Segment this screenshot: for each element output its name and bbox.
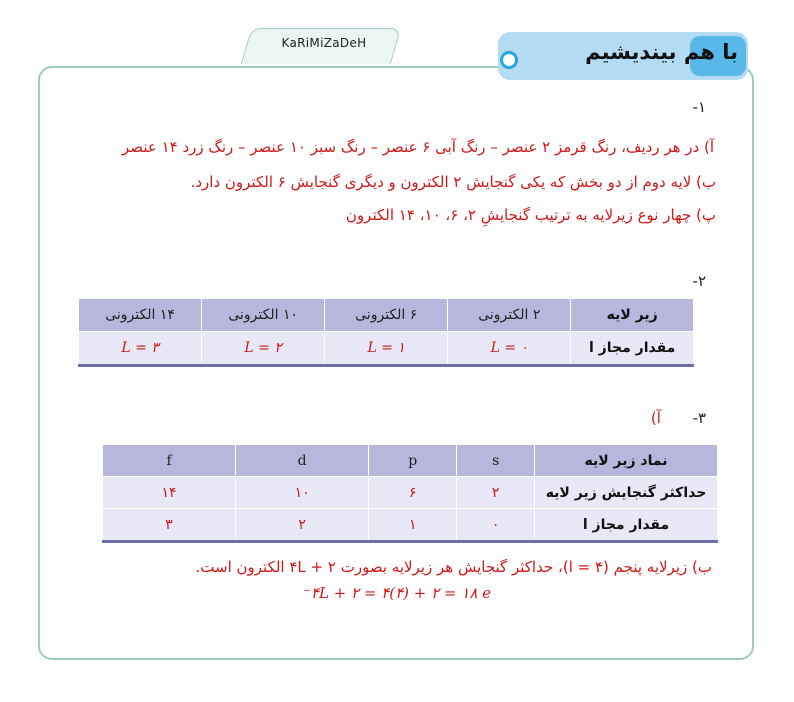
formula: ۴L + ۲ = ۴(۴) + ۲ = ۱۸ e⁻ <box>302 584 492 602</box>
table-cell: ۱۴ <box>103 477 236 509</box>
table-cell: ۶ <box>369 477 457 509</box>
table-header-cell: ۱۰ الکترونی <box>202 299 325 332</box>
table-header-cell: ۶ الکترونی <box>325 299 448 332</box>
table-row <box>103 477 718 509</box>
question-3-label: ۳- <box>692 409 706 427</box>
table-header-cell: d <box>236 445 369 477</box>
question-2-number: ۲- <box>692 272 706 290</box>
answer-1b: ب) لایه دوم از دو بخش که یکی گنجایش ۲ الکترون و دیگری گنجایش ۶ الکترون دارد. <box>190 173 716 191</box>
brand-label: KaRiMiZaDeH <box>281 36 367 50</box>
table-cell: L = ۰ <box>448 332 571 366</box>
question-1-number: ۱- <box>692 98 706 116</box>
table-cell: ۱۰ <box>236 477 369 509</box>
section-title: با هم بیندیشیم <box>585 40 738 64</box>
table-cell: ۱ <box>369 509 457 542</box>
answer-1c: پ) چهار نوع زیرلایه به ترتیب گنجایشِ ۲، ۶، ۱۰، ۱۴ الکترون <box>345 206 716 224</box>
table-header-cell: زیر لایه <box>571 299 694 332</box>
table-header-cell: ۲ الکترونی <box>448 299 571 332</box>
table-header-cell: ۱۴ الکترونی <box>79 299 202 332</box>
table-cell: L = ۳ <box>79 332 202 366</box>
table-header-cell: p <box>369 445 457 477</box>
table-cell: ۲ <box>236 509 369 542</box>
table-header-cell: s <box>457 445 535 477</box>
table-row <box>103 509 718 542</box>
circle-bullet-icon <box>500 51 518 69</box>
row-label: حداکثر گنجایش زیر لایه <box>535 477 718 509</box>
table-row <box>79 332 694 366</box>
table-cell: ۲ <box>457 477 535 509</box>
question-3-number <box>651 409 706 427</box>
table-cell: ۰ <box>457 509 535 542</box>
sublayer-table-2 <box>102 444 718 543</box>
row-label: مقدار مجاز l <box>535 509 718 542</box>
table-header-cell: f <box>103 445 236 477</box>
sublayer-table-1 <box>78 298 694 367</box>
table-header-row <box>103 445 718 477</box>
answer-1a: آ) در هر ردیف، رنگ قرمز ۲ عنصر – رنگ آبی ۶ عنصر – رنگ سبز ۱۰ عنصر – رنگ زرد ۱۴ عنصر <box>122 138 714 156</box>
table-cell: ۳ <box>103 509 236 542</box>
answer-3b: ب) زیرلایه پنجم (l = ۴)، حداکثر گنجایش هر زیرلایه بصورت ۲ + ۴L الکترون است. <box>195 558 712 576</box>
table-cell: L = ۱ <box>325 332 448 366</box>
table-header-row <box>79 299 694 332</box>
table-header-cell: نماد زیر لایه <box>535 445 718 477</box>
table-cell: L = ۲ <box>202 332 325 366</box>
row-label: مقدار مجاز l <box>571 332 694 366</box>
question-3-part: آ) <box>650 409 661 427</box>
